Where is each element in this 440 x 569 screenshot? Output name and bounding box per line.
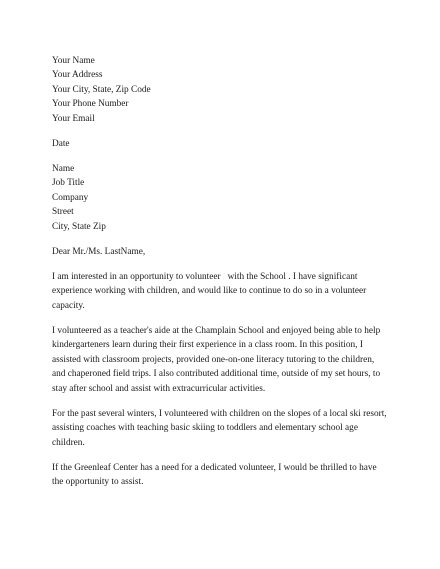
paragraph-2-line-4: and chaperoned field trips. I also contributed additional time, outside of my set hours, to — [52, 369, 381, 379]
paragraph-4-line-2: the opportunity to assist. — [52, 477, 144, 487]
sender-email: Your Email — [52, 114, 95, 124]
sender-phone: Your Phone Number — [52, 99, 129, 109]
salutation: Dear Mr./Ms. LastName, — [52, 247, 146, 257]
sender-address: Your Address — [52, 70, 103, 80]
paragraph-1-line-2: experience working with children, and would like to continue to do so in a volunteer — [52, 286, 367, 296]
paragraph-2-line-3: assisted with classroom projects, provided one-on-one literacy tutoring to the children, — [52, 355, 375, 365]
paragraph-1-line-3: capacity. — [52, 301, 85, 311]
sender-name: Your Name — [52, 56, 95, 66]
recipient-city-state-zip: City, State Zip — [52, 222, 106, 232]
paragraph-3-line-2: assisting coaches with teaching basic skiing to toddlers and elementary school age — [52, 423, 358, 433]
paragraph-3-line-1: For the past several winters, I volunteered with children on the slopes of a local ski resort, — [52, 409, 387, 419]
recipient-job-title: Job Title — [52, 178, 85, 188]
paragraph-2-line-1: I volunteered as a teacher's aide at the Champlain School and enjoyed being able to help — [52, 326, 381, 336]
paragraph-3-line-3: children. — [52, 438, 85, 448]
recipient-company: Company — [52, 193, 89, 203]
paragraph-2-line-2: kindergarteners learn during their first experience in a class room. In this position, I — [52, 340, 363, 350]
letter-date: Date — [52, 139, 70, 149]
sender-city-state-zip: Your City, State, Zip Code — [52, 85, 151, 95]
paragraph-4-line-1: If the Greenleaf Center has a need for a dedicated volunteer, I would be thrilled to have — [52, 463, 377, 473]
paragraph-2-line-5: stay after school and assist with extracurricular activities. — [52, 384, 266, 394]
paragraph-1-line-1: I am interested in an opportunity to volunteer with the School . I have significant — [52, 272, 358, 282]
recipient-street: Street — [52, 207, 74, 217]
recipient-name: Name — [52, 164, 75, 174]
